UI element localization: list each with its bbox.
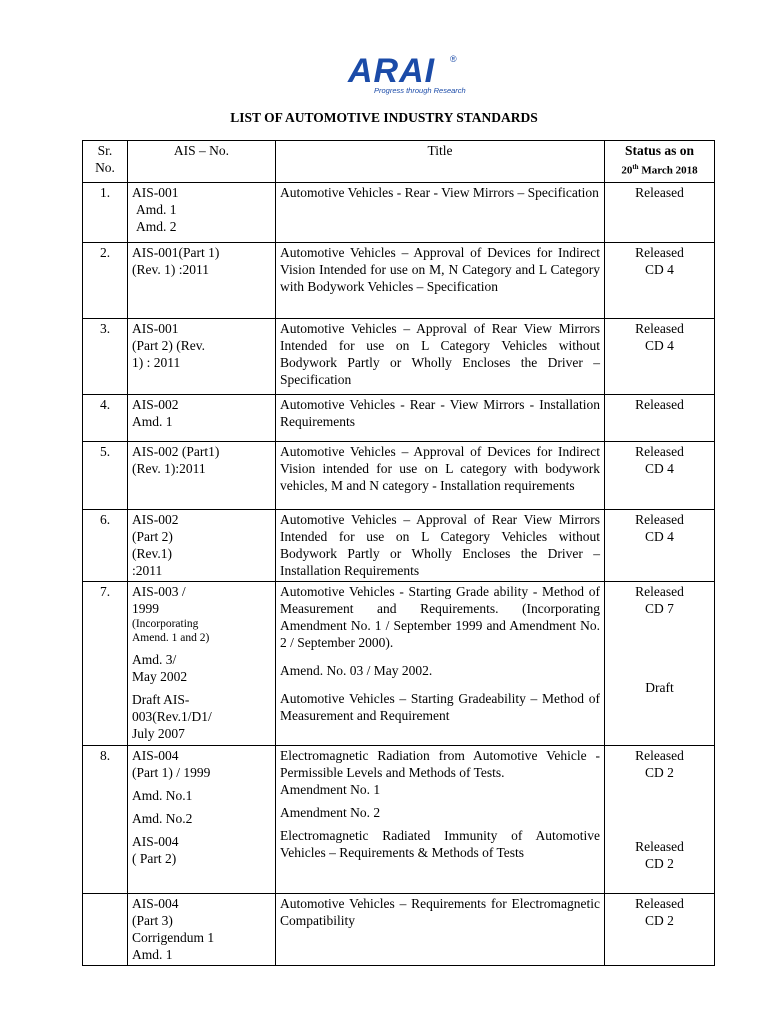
row-sr: 7.	[83, 581, 128, 745]
row-ais: AIS-001(Part 1) (Rev. 1) :2011	[128, 242, 276, 318]
header-status: Status as on 20th March 2018	[605, 141, 715, 183]
row-ais: AIS-002 Amd. 1	[128, 394, 276, 441]
row-status: Released CD 4	[605, 441, 715, 509]
header-ais-no: AIS – No.	[128, 141, 276, 183]
row-title: Automotive Vehicles – Approval of Devices for Indirect Vision intended for use on L category with bodywork vehicles, M and N category - Installation requirements	[276, 441, 605, 509]
logo-tagline: Progress through Research	[374, 86, 466, 95]
row-sr	[83, 893, 128, 965]
row-status: Released CD 4	[605, 242, 715, 318]
row-title: Automotive Vehicles – Requirements for Electromagnetic Compatibility	[276, 893, 605, 965]
row-ais: AIS-002 (Part 2) (Rev.1) :2011	[128, 509, 276, 581]
table-header-row	[83, 141, 715, 183]
row-ais: AIS-004 (Part 1) / 1999 Amd. No.1 Amd. No.2 AIS-004 ( Part 2)	[128, 745, 276, 893]
table-row	[83, 394, 715, 441]
header-title: Title	[276, 141, 605, 183]
row-title: Automotive Vehicles - Rear - View Mirrors - Installation Requirements	[276, 394, 605, 441]
row-title: Automotive Vehicles - Starting Grade ability - Method of Measurement and Requirements. (Incorporating Amendment No. 1 / September 1999 and Amendment No. 2 / September 2000). Amend. No. 03 / May 2002. Automotive Vehicles – Starting Gradeability – Method of Measurement and Requirement	[276, 581, 605, 745]
row-title: Automotive Vehicles – Approval of Devices for Indirect Vision Intended for use on M, N Category and L Category with Bodywork Vehicles – Specification	[276, 242, 605, 318]
row-ais: AIS-001 Amd. 1 Amd. 2	[128, 182, 276, 242]
row-sr: 5.	[83, 441, 128, 509]
table-row	[83, 581, 715, 745]
row-sr: 8.	[83, 745, 128, 893]
row-status: Released CD 2 Released CD 2	[605, 745, 715, 893]
row-ais: AIS-002 (Part1) (Rev. 1):2011	[128, 441, 276, 509]
page-title: LIST OF AUTOMOTIVE INDUSTRY STANDARDS	[230, 110, 538, 125]
row-sr: 6.	[83, 509, 128, 581]
row-status: Released	[605, 394, 715, 441]
row-status: Released	[605, 182, 715, 242]
row-title: Automotive Vehicles - Rear - View Mirrors – Specification	[276, 182, 605, 242]
table-row	[83, 182, 715, 242]
logo-wordmark: ARAI	[348, 52, 436, 90]
row-ais: AIS-001 (Part 2) (Rev. 1) : 2011	[128, 318, 276, 394]
table-row	[83, 893, 715, 965]
table-row	[83, 242, 715, 318]
row-sr: 2.	[83, 242, 128, 318]
table-row	[83, 509, 715, 581]
row-status: Released CD 2	[605, 893, 715, 965]
arai-logo	[348, 52, 466, 96]
row-sr: 1.	[83, 182, 128, 242]
registered-mark: ®	[450, 54, 457, 64]
row-status: Released CD 4	[605, 509, 715, 581]
row-title: Electromagnetic Radiation from Automotive Vehicle - Permissible Levels and Methods of Tests. Amendment No. 1 Amendment No. 2 Electromagnetic Radiated Immunity of Automotive Vehicles – Requirements & Methods of Tests	[276, 745, 605, 893]
header-sr-no: Sr. No.	[83, 141, 128, 183]
row-status: Released CD 7 Draft	[605, 581, 715, 745]
row-title: Automotive Vehicles – Approval of Rear View Mirrors Intended for use on L Category Vehicles without Bodywork Partly or Wholly Encloses the Driver – Specification	[276, 318, 605, 394]
row-sr: 4.	[83, 394, 128, 441]
row-ais: AIS-004 (Part 3) Corrigendum 1 Amd. 1	[128, 893, 276, 965]
row-title: Automotive Vehicles – Approval of Rear View Mirrors Intended for use on L Category Vehicles without Bodywork Partly or Wholly Encloses the Driver – Installation Requirements	[276, 509, 605, 581]
row-status: Released CD 4	[605, 318, 715, 394]
table-row	[83, 745, 715, 893]
standards-table	[82, 140, 715, 966]
row-ais: AIS-003 / 1999 (Incorporating Amend. 1 and 2) Amd. 3/ May 2002 Draft AIS- 003(Rev.1/D1/ July 2007	[128, 581, 276, 745]
table-row	[83, 318, 715, 394]
row-sr: 3.	[83, 318, 128, 394]
table-row	[83, 441, 715, 509]
